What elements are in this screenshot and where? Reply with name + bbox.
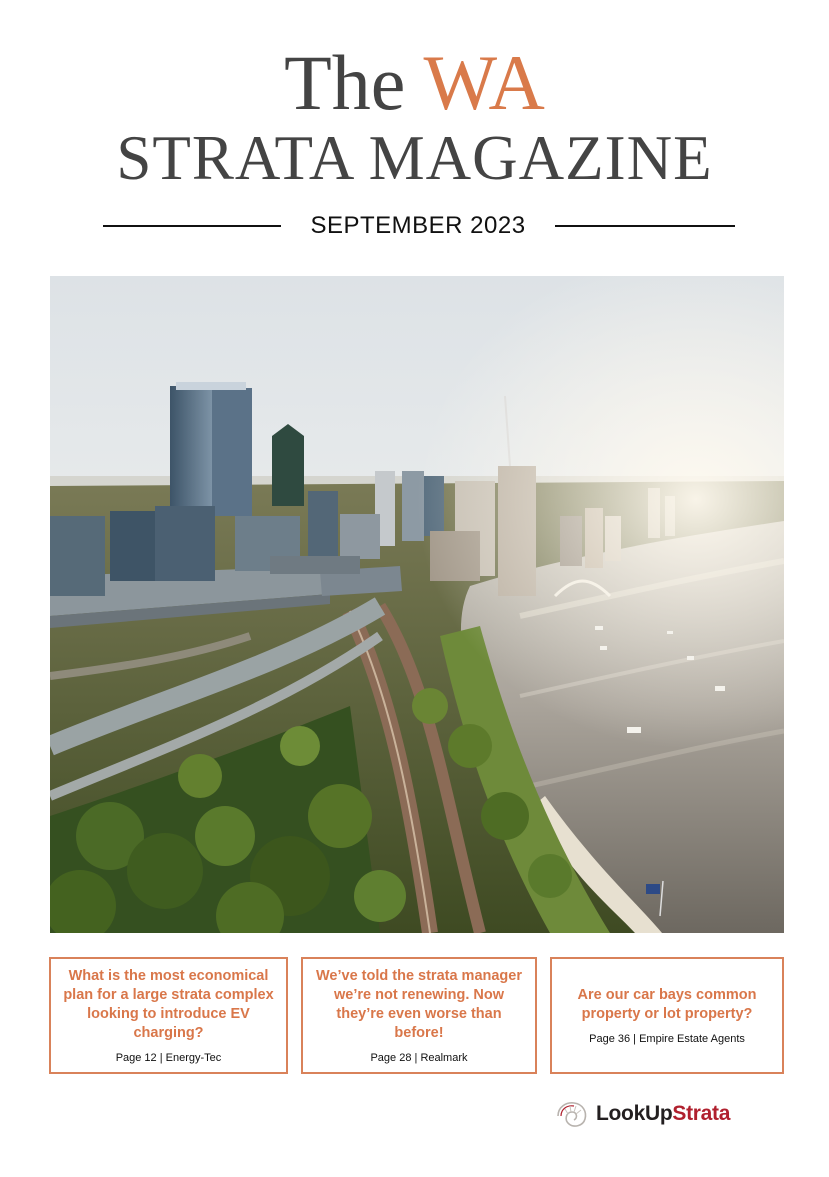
article-sponsor: Empire Estate Agents — [639, 1033, 745, 1045]
title-word-the: The — [284, 39, 406, 126]
article-headline: What is the most economical plan for a large strata complex looking to introduce EV charging? — [63, 968, 274, 1041]
masthead-title-line-1 — [0, 38, 829, 128]
title-word-wa: WA — [423, 39, 545, 126]
brand-name-part-2: Strata — [672, 1102, 731, 1125]
brand-name-part-1: LookUp — [596, 1102, 673, 1125]
article-headline: Are our car bays common property or lot property? — [577, 987, 757, 1022]
article-page: Page 36 — [589, 1033, 631, 1045]
article-page: Page 12 — [115, 1052, 157, 1064]
article-page: Page 28 — [370, 1052, 412, 1064]
article-sponsor: Realmark — [420, 1052, 468, 1064]
meta-separator: | — [414, 1052, 418, 1064]
article-meta — [116, 1052, 222, 1064]
masthead-title-line-2: STRATA MAGAZINE — [116, 123, 713, 193]
article-meta — [589, 1033, 745, 1045]
article-card-car-bays[interactable] — [550, 957, 784, 1074]
brand-name — [596, 1102, 730, 1126]
issue-date: SEPTEMBER 2023 — [310, 212, 526, 239]
meta-separator: | — [159, 1052, 163, 1064]
city-skyline-aerial-photo-icon — [50, 276, 784, 933]
cover-photo — [50, 276, 784, 933]
article-card-ev-charging[interactable] — [49, 957, 288, 1074]
left-divider — [103, 225, 281, 227]
article-meta — [370, 1052, 467, 1064]
article-headline: We’ve told the strata manager we’re not renewing. Now they’re even worse than before! — [315, 968, 523, 1041]
nautilus-shell-icon — [553, 1098, 591, 1130]
article-card-strata-manager[interactable] — [301, 957, 537, 1074]
meta-separator: | — [633, 1033, 637, 1045]
article-sponsor: Energy-Tec — [165, 1052, 222, 1064]
right-divider — [555, 225, 735, 227]
lookupstrata-logo[interactable] — [553, 1096, 730, 1132]
